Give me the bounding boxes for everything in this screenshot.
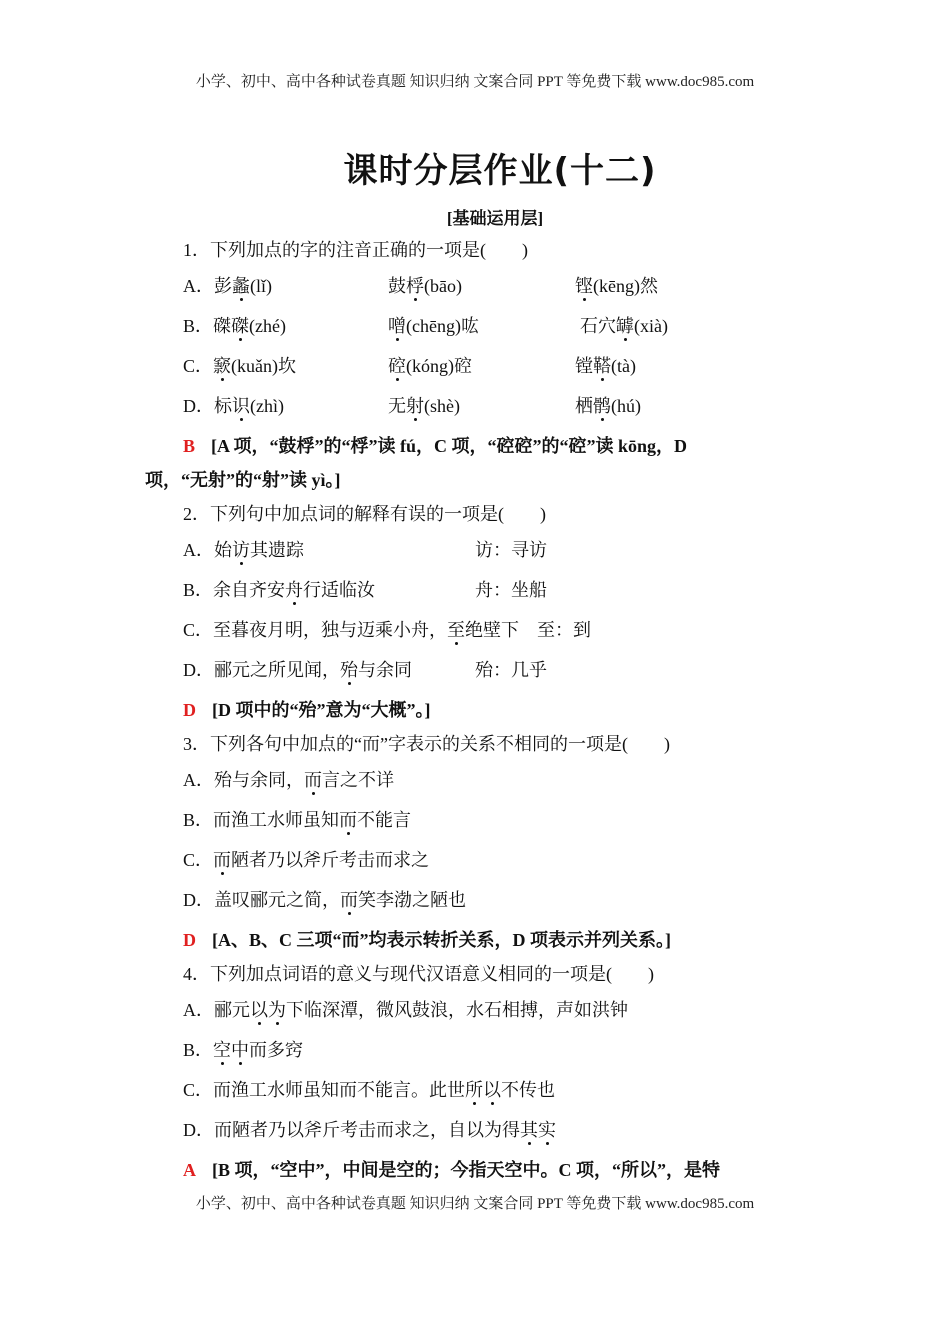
text-segment: 与余同	[358, 660, 412, 680]
question-line	[388, 274, 462, 298]
emphasized-char: 窾	[213, 356, 232, 376]
text-segment: 舟：坐船	[475, 580, 547, 600]
text-segment: 无	[388, 396, 406, 416]
question-line	[388, 354, 472, 378]
question-line	[580, 314, 668, 338]
question-line	[183, 238, 528, 262]
page-header: 小学、初中、高中各种试卷真题 知识归纳 文案合同 PPT 等免费下载 www.doc985.com	[195, 74, 755, 90]
emphasized-char: 而	[340, 890, 358, 910]
text-segment: B．	[183, 1040, 214, 1060]
answer-explanation	[183, 1158, 720, 1182]
emphasized-char: 以	[483, 1080, 502, 1100]
text-segment: 鼓	[388, 276, 406, 296]
emphasized-char: 罅	[616, 316, 634, 336]
page-title: 课时分层作业(十二)	[343, 151, 657, 191]
answer-letter: D	[183, 700, 196, 720]
question-line	[183, 502, 546, 526]
text-segment: (bāo)	[424, 276, 462, 296]
text-segment: 栖	[575, 396, 593, 416]
emphasized-char: 磔	[231, 316, 250, 336]
emphasized-char: 殆	[340, 660, 358, 680]
text-segment: (xià)	[634, 316, 668, 336]
text-segment: [A 项，“鼓桴”的“桴”读 fú，C 项，“硿硿”的“硿”读 kōng，D	[211, 436, 688, 456]
answer-explanation	[183, 434, 687, 458]
text-segment: 行适临汝	[303, 580, 376, 600]
text-segment: 镗	[575, 356, 593, 376]
answer-letter: D	[183, 930, 196, 950]
emphasized-char: 鞳	[593, 356, 611, 376]
emphasized-char: 而	[213, 850, 232, 870]
text-segment: (kóng)硿	[406, 356, 472, 376]
text-segment: D．而陋者乃以斧斤考击而求之，自以为得	[183, 1120, 520, 1140]
emphasized-char: 访	[232, 540, 250, 560]
question-line	[183, 962, 654, 986]
emphasized-char: 蠡	[232, 276, 250, 296]
text-segment: 3．下列各句中加点的“而”字表示的关系不相同的一项是( )	[183, 734, 670, 754]
question-line	[183, 394, 284, 418]
text-segment: 石穴	[580, 316, 616, 336]
emphasized-char: 而	[304, 770, 322, 790]
question-line	[183, 1078, 555, 1102]
question-line	[183, 808, 411, 832]
text-segment: D．标	[183, 396, 232, 416]
emphasized-char: 鹘	[593, 396, 611, 416]
question-line	[183, 538, 304, 562]
text-segment: [D 项中的“殆”意为“大概”。]	[212, 700, 431, 720]
answer-letter: A	[183, 1160, 196, 1180]
text-segment: 绝壁下 至：到	[465, 620, 592, 640]
text-segment: 陋者乃以斧斤考击而求之	[231, 850, 430, 870]
text-segment: (zhé)	[249, 316, 286, 336]
text-segment: C．至暮夜月明，独与迈乘小舟，	[183, 620, 448, 640]
text-segment: (kēng)然	[593, 276, 658, 296]
text-segment: D．盖叹郦元之简，	[183, 890, 340, 910]
question-line	[475, 538, 547, 562]
text-segment: C．	[183, 356, 214, 376]
text-segment: 不能言	[357, 810, 412, 830]
emphasized-char: 硿	[388, 356, 406, 376]
emphasized-char: 铿	[575, 276, 593, 296]
answer-explanation	[183, 928, 671, 952]
question-line	[575, 354, 636, 378]
question-line	[475, 658, 547, 682]
question-line	[183, 888, 466, 912]
text-segment: A．郦元	[183, 1000, 250, 1020]
question-line	[183, 314, 286, 338]
emphasized-char: 所	[465, 1080, 484, 1100]
text-segment: A．彭	[183, 276, 232, 296]
text-segment: 而多窍	[249, 1040, 304, 1060]
text-segment: (kuǎn)坎	[231, 356, 296, 376]
text-segment: (lǐ)	[250, 276, 272, 296]
question-line	[183, 354, 296, 378]
text-segment: B．余自齐安	[183, 580, 286, 600]
text-segment: C．而渔工水师虽知而不能言。此世	[183, 1080, 466, 1100]
question-line	[575, 394, 641, 418]
emphasized-char: 桴	[406, 276, 424, 296]
text-segment: 不传也	[501, 1080, 556, 1100]
question-line	[183, 658, 412, 682]
question-line	[388, 314, 479, 338]
text-segment: (hú)	[611, 396, 641, 416]
text-segment: (chēng)吰	[406, 316, 479, 336]
question-line	[183, 1118, 556, 1142]
question-line	[475, 578, 547, 602]
text-segment: 2．下列句中加点词的解释有误的一项是( )	[183, 504, 546, 524]
text-segment: [B 项，“空中”，中间是空的；今指天空中。C 项，“所以”，是特	[212, 1160, 720, 1180]
emphasized-char: 至	[447, 620, 466, 640]
question-line	[575, 274, 658, 298]
text-segment: 下临深潭，微风鼓浪，水石相搏，声如洪钟	[286, 1000, 628, 1020]
text-segment: 1．下列加点的字的注音正确的一项是( )	[183, 240, 528, 260]
question-line	[183, 998, 628, 1022]
question-line	[183, 274, 272, 298]
page-footer: 小学、初中、高中各种试卷真题 知识归纳 文案合同 PPT 等免费下载 www.doc985.com	[195, 1196, 755, 1212]
text-segment: A．殆与余同，	[183, 770, 304, 790]
emphasized-char: 空	[213, 1040, 232, 1060]
question-line	[183, 768, 394, 792]
emphasized-char: 中	[231, 1040, 250, 1060]
emphasized-char: 为	[268, 1000, 286, 1020]
section-heading: [基础运用层]	[446, 209, 544, 228]
emphasized-char: 噌	[388, 316, 406, 336]
answer-explanation	[183, 698, 431, 722]
text-segment: D．郦元之所见闻，	[183, 660, 340, 680]
text-segment: 4．下列加点词语的意义与现代汉语意义相同的一项是( )	[183, 964, 654, 984]
text-segment: 言之不详	[322, 770, 394, 790]
text-segment: (shè)	[424, 396, 460, 416]
emphasized-char: 识	[232, 396, 250, 416]
emphasized-char: 而	[339, 810, 358, 830]
emphasized-char: 以	[250, 1000, 268, 1020]
text-segment: B．而渔工水师虽知	[183, 810, 340, 830]
text-segment: (tà)	[611, 356, 636, 376]
text-segment: C．	[183, 850, 214, 870]
text-segment: [A、B、C 三项“而”均表示转折关系，D 项表示并列关系。]	[212, 930, 671, 950]
emphasized-char: 实	[538, 1120, 556, 1140]
answer-explanation	[145, 468, 341, 492]
emphasized-char: 射	[406, 396, 424, 416]
question-line	[183, 618, 591, 642]
text-segment: (zhì)	[250, 396, 284, 416]
question-line	[183, 848, 429, 872]
text-segment: 访：寻访	[475, 540, 547, 560]
answer-letter: B	[183, 436, 196, 456]
question-line	[183, 578, 375, 602]
text-segment: 殆：几乎	[475, 660, 547, 680]
text-segment: 其遗踪	[250, 540, 304, 560]
question-line	[183, 1038, 303, 1062]
question-line	[388, 394, 460, 418]
text-segment: 笑李渤之陋也	[358, 890, 466, 910]
text-segment: 项，“无射”的“射”读 yì。]	[145, 470, 341, 490]
text-segment: B．磔	[183, 316, 232, 336]
question-line	[183, 732, 670, 756]
text-segment: A．始	[183, 540, 232, 560]
emphasized-char: 其	[520, 1120, 538, 1140]
emphasized-char: 舟	[285, 580, 304, 600]
